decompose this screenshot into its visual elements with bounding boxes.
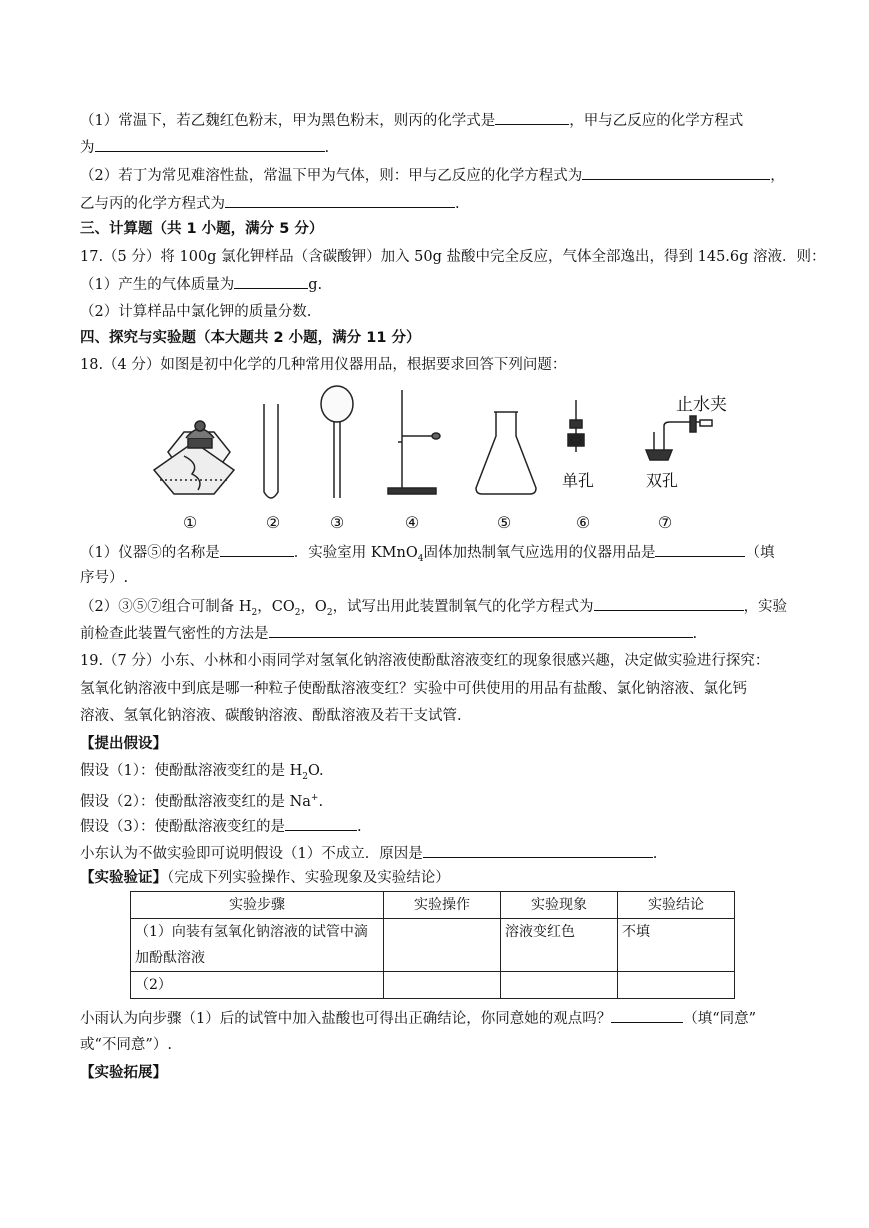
answer-blank[interactable] (423, 843, 653, 858)
answer-blank[interactable] (269, 623, 693, 638)
q18-part2-cont: 前检查此装置气密性的方法是 . (80, 623, 697, 644)
q18-stem: 18.（4 分）如图是初中化学的几种常用仪器用品，根据要求回答下列问题： (80, 357, 567, 373)
section-4-title: 四、探究与实验题（本大题共 2 小题，满分 11 分） (80, 330, 421, 346)
section-3-title: 三、计算题（共 1 小题，满分 5 分） (80, 221, 324, 237)
answer-blank[interactable] (495, 110, 569, 125)
row2-step: （2） (131, 972, 384, 999)
q17-stem: 17.（5 分）将 100g 氯化钾样品（含碳酸钾）加入 50g 盐酸中完全反应，气体全部逸出，得到 145.6g 溶液．则： (80, 249, 826, 265)
apparatus-figure (140, 380, 740, 540)
alcohol-lamp (154, 421, 234, 494)
answer-blank[interactable] (594, 596, 744, 611)
apparatus-label-7: ⑦ (657, 513, 673, 532)
hypothesis-3: 假设（3）：使酚酞溶液变红的是 . (80, 816, 362, 837)
double-hole-label: 双孔 (646, 471, 679, 490)
erlenmeyer-flask (476, 412, 536, 494)
answer-blank[interactable] (220, 542, 294, 557)
answer-blank[interactable] (95, 137, 325, 152)
answer-blank[interactable] (225, 193, 455, 208)
answer-blank[interactable] (655, 542, 745, 557)
q18-part1: （1）仪器⑤的名称是 ．实验室用 KMnO$_4$固体加热制氧气应选用的仪器用品是 （填 (80, 542, 774, 569)
q18-part1-cont: 序号）. (80, 570, 129, 586)
hypothesis-2: 假设（2）：使酚酞溶液变红的是 Na+. (80, 793, 324, 810)
table-row (131, 919, 735, 972)
apparatus-label-6: ⑥ (575, 513, 591, 532)
q16-part1-line: （1）常温下，若乙魏红色粉末，甲为黑色粉末，则丙的化学式是 ，甲与乙反应的化学方程式 (80, 110, 743, 131)
iron-stand (388, 390, 440, 494)
q17-part1: （1）产生的气体质量为 g. (80, 274, 322, 295)
answer-blank[interactable] (234, 274, 308, 289)
header-conclusion: 实验结论 (618, 892, 735, 919)
answer-blank[interactable] (285, 816, 357, 831)
q19-stem-2: 氢氧化钠溶液中到底是哪一种粒子使酚酞溶液变红？实验中可供使用的用品有盐酸、氯化钠溶液、氯化钙 (80, 681, 747, 697)
clamp-label: 止水夹 (676, 395, 727, 415)
single-hole-stopper (568, 400, 584, 452)
table-row (131, 972, 735, 999)
hypothesis-title: 【提出假设】 (80, 736, 167, 752)
test-tube (264, 404, 278, 498)
reason-line: 小东认为不做实验即可说明假设（1）不成立．原因是 . (80, 843, 657, 864)
q18-part2: （2）③⑤⑦组合可制备 $H_2$，$CO_2$，$O_2$，试写出用此装置制氧气的化学方程式为 ，实验 (80, 596, 787, 623)
single-hole-label: 单孔 (562, 471, 595, 490)
row1-operation[interactable] (384, 919, 501, 972)
apparatus-label-2: ② (265, 513, 281, 532)
row1-phenomenon: 溶液变红色 (501, 919, 618, 972)
xiaoyu-question: 小雨认为向步骤（1）后的试管中加入盐酸也可得出正确结论，你同意她的观点吗？ （填“同意” (80, 1008, 756, 1029)
long-neck-funnel (321, 386, 353, 498)
row1-step: （1）向装有氢氧化钠溶液的试管中滴 加酚酞溶液 (131, 919, 384, 972)
apparatus-label-1: ① (182, 513, 198, 532)
q17-part2: （2）计算样品中氯化钾的质量分数. (80, 304, 312, 320)
table-header-row (131, 892, 735, 919)
header-step: 实验步骤 (131, 892, 384, 919)
q16-part2-line2: 乙与丙的化学方程式为 . (80, 193, 460, 214)
extension-title: 【实验拓展】 (80, 1065, 167, 1081)
apparatus-label-5: ⑤ (496, 513, 512, 532)
answer-blank[interactable] (582, 165, 770, 180)
q16-part1-line2: 为 . (80, 137, 329, 158)
verify-line: 【实验验证】（完成下列实验操作、实验现象及实验结论） (80, 870, 450, 886)
hypothesis-1: 假设（1）：使酚酞溶液变红的是 $H_2O$. (80, 763, 324, 782)
apparatus-label-4: ④ (404, 513, 420, 532)
answer-blank[interactable] (611, 1008, 683, 1023)
apparatus-label-3: ③ (329, 513, 345, 532)
q16-part2-line: （2）若丁为常见难溶性盐，常温下甲为气体，则：甲与乙反应的化学方程式为 ， (80, 165, 785, 186)
row2-phenomenon[interactable] (501, 972, 618, 999)
row2-conclusion[interactable] (618, 972, 735, 999)
row2-operation[interactable] (384, 972, 501, 999)
experiment-table (130, 891, 735, 999)
q19-stem-3: 溶液、氢氧化钠溶液、碳酸钠溶液、酚酞溶液及若干支试管. (80, 708, 462, 724)
double-hole-stopper (646, 416, 712, 460)
header-operation: 实验操作 (384, 892, 501, 919)
header-phenomenon: 实验现象 (501, 892, 618, 919)
xiaoyu-question-cont: 或“不同意”）. (80, 1037, 172, 1053)
q19-stem-1: 19.（7 分）小东、小林和小雨同学对氢氧化钠溶液使酚酞溶液变红的现象很感兴趣，决定做实验进行探究： (80, 653, 770, 669)
row1-conclusion: 不填 (618, 919, 735, 972)
